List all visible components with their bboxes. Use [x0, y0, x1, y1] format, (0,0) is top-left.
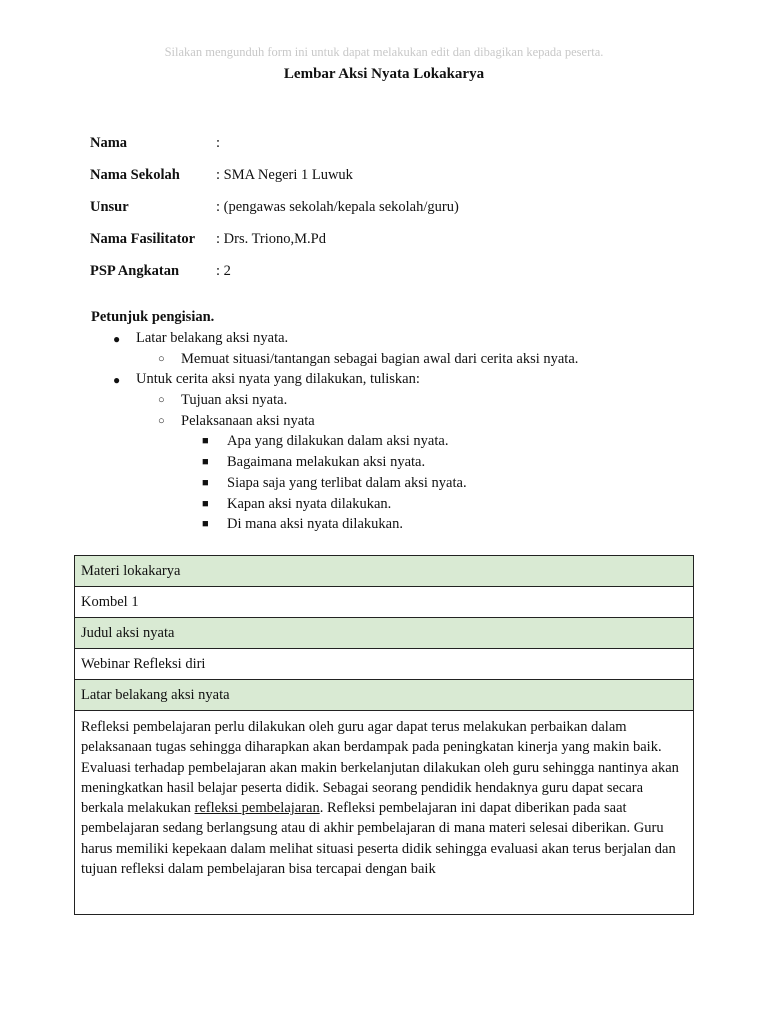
list-item-text: Siapa saja yang terlibat dalam aksi nyata. [227, 474, 467, 491]
list-item [91, 330, 578, 351]
info-value[interactable]: : 2 [216, 263, 231, 279]
list-item [91, 496, 578, 517]
list-item-text: Latar belakang aksi nyata. [136, 330, 289, 346]
latar-text-part-1: Refleksi pembelajaran perlu dilakukan oleh guru agar dapat terus melakukan perbaikan dalam pelaksanaan tugas sehingga diharapkan akan berdampak pada peningkatan kinerja yang makin baik. Evaluasi terhadap pembelajaran akan makin berkelanjutan dilakukan oleh guru sehingga nantinya akan meningkatkan hasil belajar peserta didik. Sebagai seorang pendidik hendaknya guru dapat secara berkala melakukan [81, 719, 679, 817]
info-row-nama [90, 135, 459, 167]
latar-text-part-2: . Refleksi pembelajaran ini dapat diberikan pada saat pembelajaran sedang berlangsung atau di akhir pembelajaran di mana materi selesai diberikan. Guru harus memiliki kepekaan dalam melihat situasi peserta didik sehingga evaluasi akan terus berjalan dan tujuan refleksi dalam pembelajaran bisa tercapai dengan baik [81, 800, 676, 878]
list-item [91, 454, 578, 475]
info-value[interactable]: : [216, 135, 221, 151]
instructions-section [91, 309, 578, 537]
info-label: Nama [90, 135, 128, 151]
refleksi-link[interactable]: refleksi pembelajaran [194, 800, 320, 817]
square-bullet-icon: ■ [202, 476, 209, 489]
info-row-unsur [90, 199, 459, 231]
square-bullet-icon: ■ [202, 497, 209, 510]
identity-section [90, 135, 459, 295]
info-label: Unsur [90, 199, 129, 215]
list-item-text: Apa yang dilakukan dalam aksi nyata. [227, 433, 449, 450]
list-item-text: Tujuan aksi nyata. [181, 392, 288, 409]
info-row-fasilitator [90, 231, 459, 263]
info-label: PSP Angkatan [90, 263, 180, 279]
list-item [91, 371, 578, 392]
instructions-title: Petunjuk pengisian. [91, 309, 215, 325]
list-item-text: Memuat situasi/tantangan sebagai bagian awal dari cerita aksi nyata. [181, 350, 579, 367]
square-bullet-icon: ■ [202, 518, 209, 531]
info-value[interactable]: : (pengawas sekolah/kepala sekolah/guru) [216, 199, 459, 215]
info-row-angkatan [90, 263, 459, 295]
list-item [91, 413, 578, 434]
list-item-text: Kapan aksi nyata dilakukan. [227, 495, 392, 512]
info-value[interactable]: : Drs. Triono,M.Pd [216, 231, 326, 247]
materi-label: Materi lokakarya [75, 556, 693, 587]
info-row-nama-sekolah [90, 167, 459, 199]
filled-bullet-icon: ● [113, 373, 121, 388]
filled-bullet-icon: ● [113, 332, 121, 346]
list-item [91, 351, 578, 372]
judul-label: Judul aksi nyata [75, 618, 693, 649]
list-item [91, 392, 578, 413]
list-item [91, 475, 578, 496]
judul-value[interactable]: Webinar Refleksi diri [75, 649, 693, 680]
list-item [91, 433, 578, 454]
list-item [91, 516, 578, 537]
hollow-bullet-icon: ○ [158, 352, 165, 365]
hollow-bullet-icon: ○ [158, 414, 165, 427]
page-title: Lembar Aksi Nyata Lokakarya [283, 66, 485, 82]
hollow-bullet-icon: ○ [158, 394, 165, 407]
list-item-text: Di mana aksi nyata dilakukan. [227, 516, 403, 533]
latar-belakang-text[interactable] [75, 711, 693, 914]
info-label: Nama Sekolah [90, 167, 180, 183]
list-item-text: Pelaksanaan aksi nyata [181, 412, 315, 429]
info-label: Nama Fasilitator [90, 231, 196, 247]
list-item-text: Untuk cerita aksi nyata yang dilakukan, tuliskan: [136, 371, 420, 388]
list-item-text: Bagaimana melakukan aksi nyata. [227, 454, 426, 471]
info-value[interactable]: : SMA Negeri 1 Luwuk [216, 167, 353, 183]
action-form-table [74, 555, 694, 915]
materi-value[interactable]: Kombel 1 [75, 587, 693, 618]
square-bullet-icon: ■ [202, 435, 209, 448]
square-bullet-icon: ■ [202, 456, 209, 469]
latar-label: Latar belakang aksi nyata [75, 680, 693, 711]
download-notice: Silakan mengunduh form ini untuk dapat melakukan edit dan dibagikan kepada peserta. [164, 45, 604, 59]
